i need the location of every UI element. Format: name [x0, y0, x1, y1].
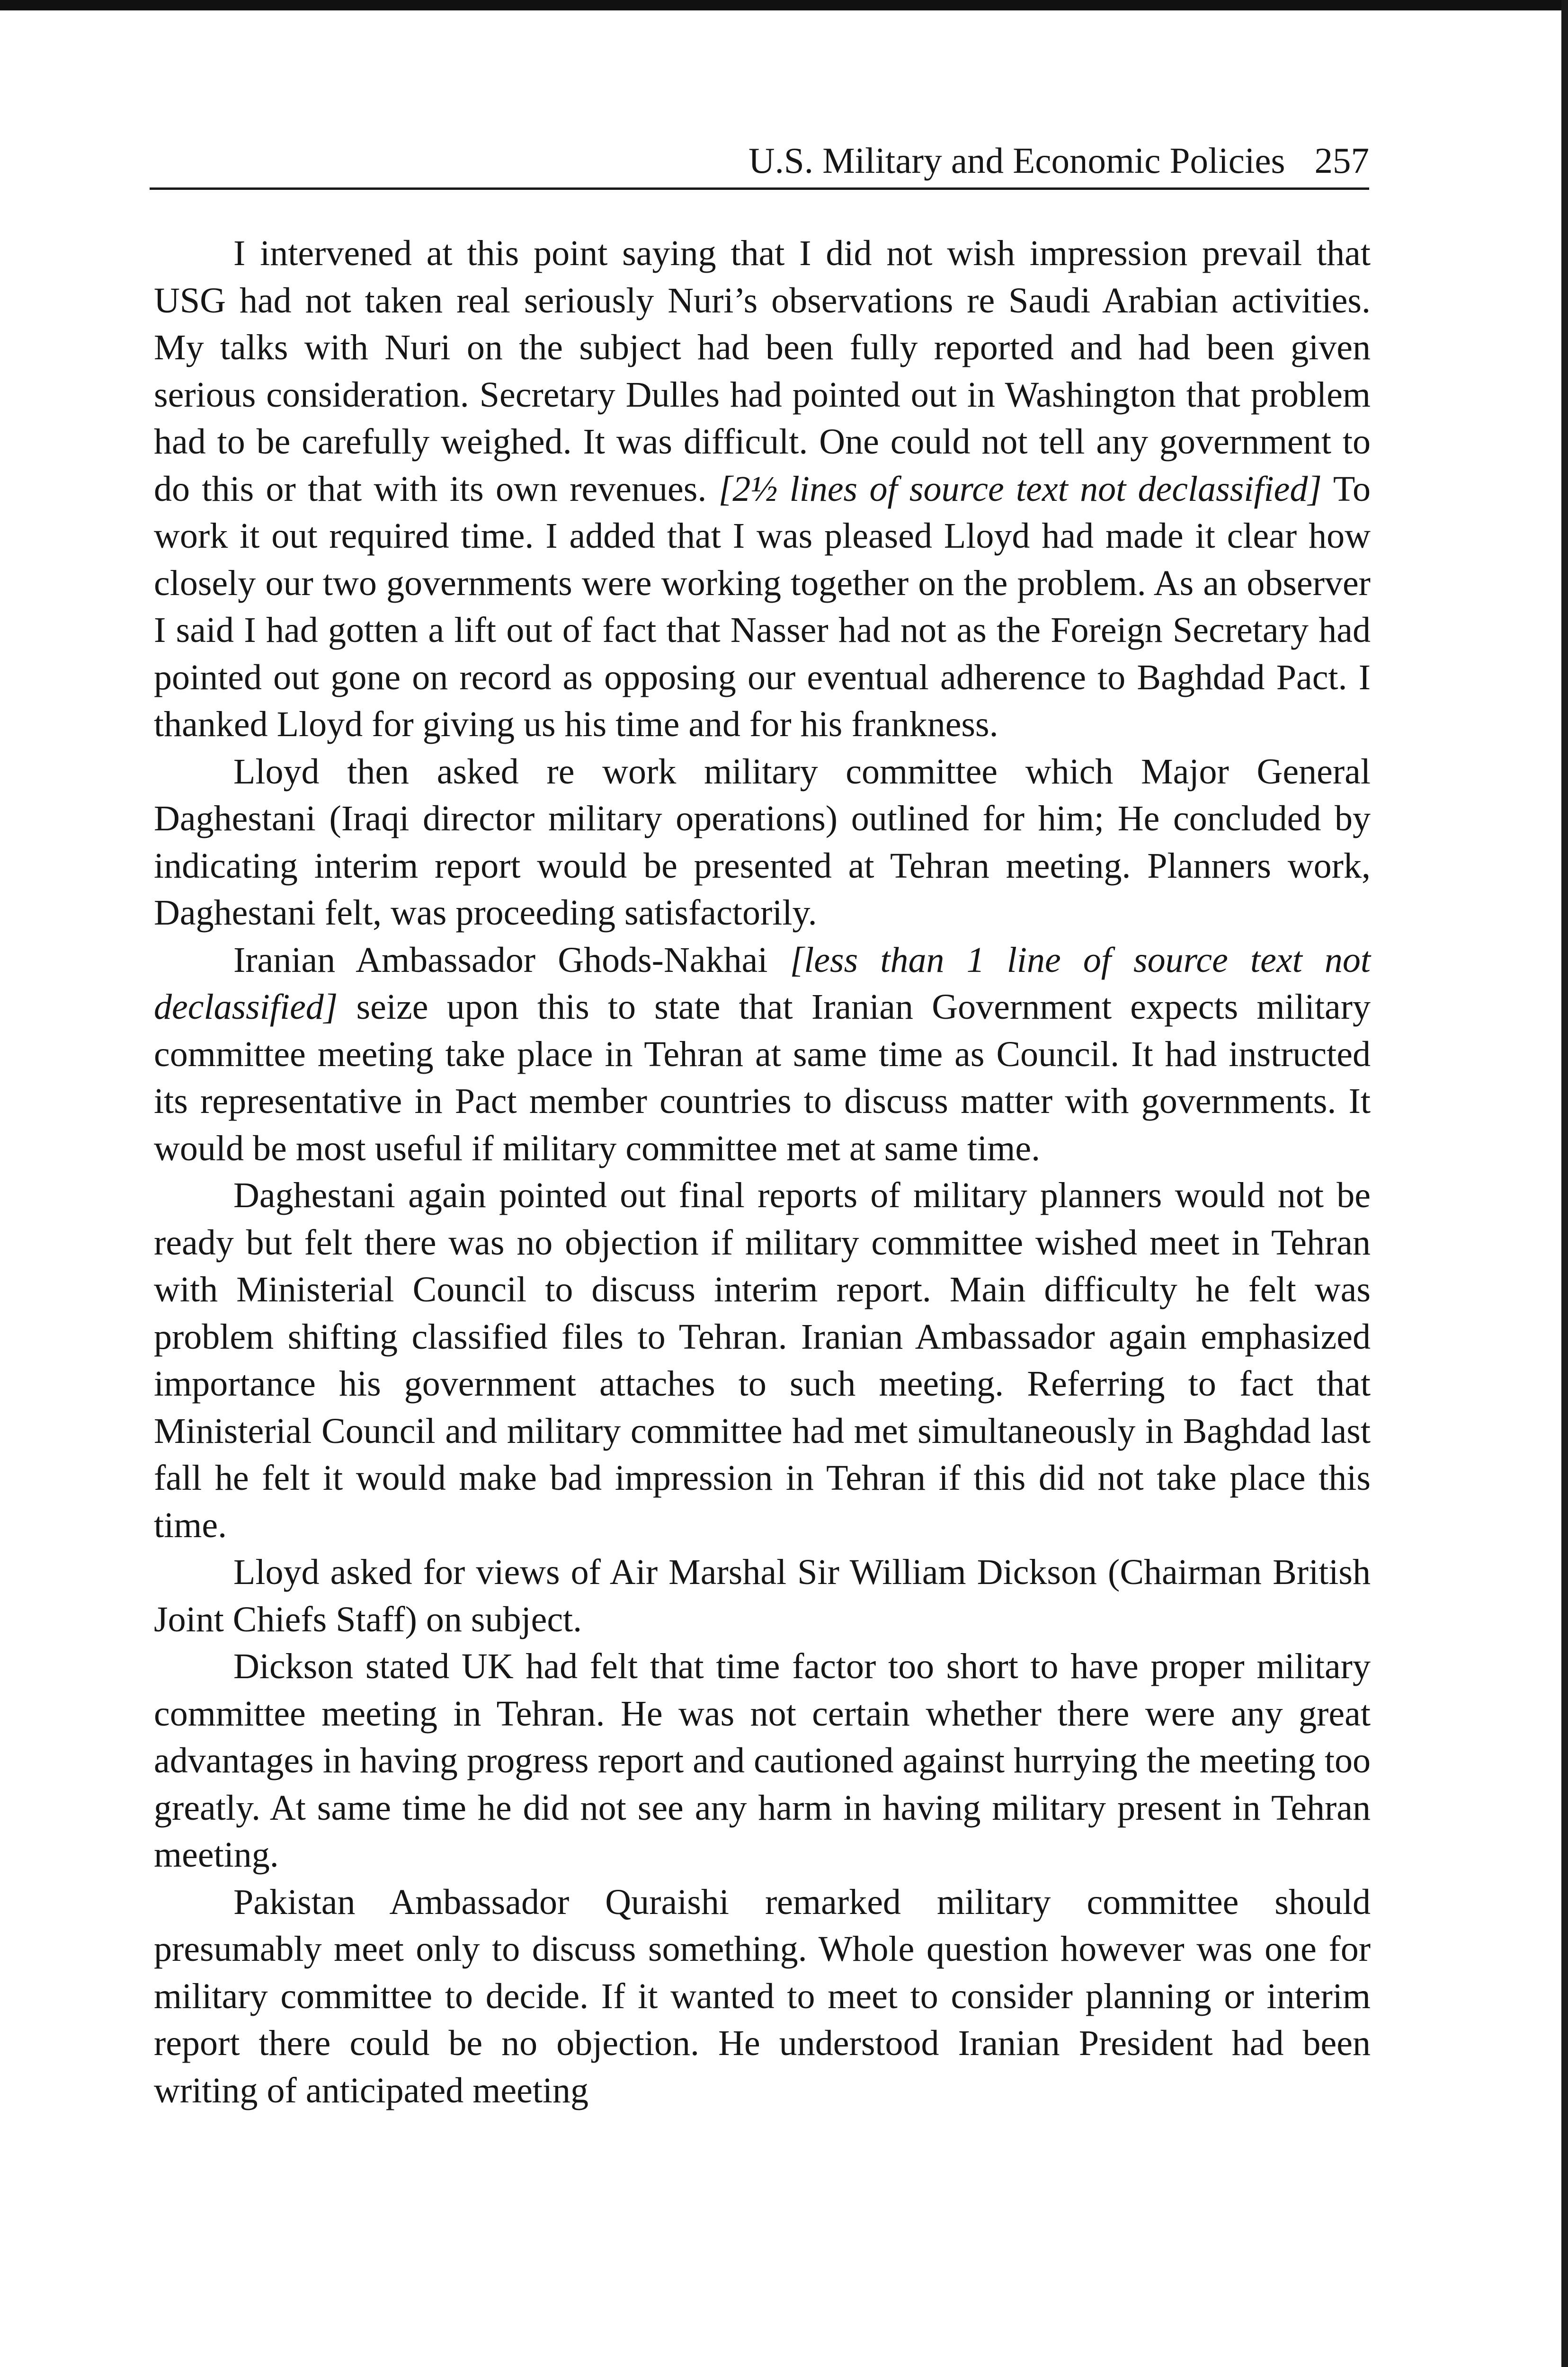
- text-segment: Dickson stated UK had felt that time factor too short to have proper military committee meeting in Tehran. He was not certain whether there were any great advantages in having progress report and cautioned against hurrying the meeting too greatly. At same time he did not see any harm in having military present in Tehran meeting.: [154, 1646, 1371, 1875]
- running-head-text: [748, 142, 1369, 179]
- paragraph: [154, 748, 1371, 937]
- text-segment: Lloyd then asked re work military committee which Major General Daghestani (Iraqi director military operations) outlined for him; He concluded by indicating interim report would be presented at Tehran meeting. Planners work, Daghestani felt, was proceeding satisfactorily.: [154, 751, 1371, 933]
- running-title: U.S. Military and Economic Policies: [748, 140, 1285, 181]
- scan-edge-right: [1561, 0, 1568, 2367]
- paragraph: [154, 1643, 1371, 1879]
- page-number: 257: [1314, 140, 1369, 181]
- text-segment: I intervened at this point saying that I did not wish impression prevail that USG had not taken real seriously Nuri’s observations re Saudi Arabian activities. My talks with Nuri on the subject had been fully reported and had been given serious consideration. Secretary Dulles had pointed out in Washington that problem had to be carefully weighed. It was difficult. One could not tell any government to do this or that with its own revenues.: [154, 233, 1371, 509]
- source-note: [less than 1 line of source text not declassified]: [154, 940, 1371, 1027]
- text-segment: Daghestani again pointed out final reports of military planners would not be ready but felt there was no objection if military committee wished meet in Tehran with Ministerial Council to discuss interim report. Main difficulty he felt was problem shifting classified files to Tehran. Iranian Ambassador again emphasized importance his government attaches to such meeting. Referring to fact that Ministerial Council and military committee had met simultaneously in Baghdad last fall he felt it would make bad impression in Tehran if this did not take place this time.: [154, 1175, 1371, 1545]
- running-head: [150, 132, 1369, 190]
- paragraph: [154, 1172, 1371, 1549]
- text-segment: Iranian Ambassador Ghods-Nakhai: [233, 940, 790, 980]
- paragraph: [154, 230, 1371, 748]
- text-segment: To work it out required time. I added that I was pleased Lloyd had made it clear how closely our two governments were working together on the problem. As an observer I said I had gotten a lift out of fact that Nasser had not as the Foreign Secretary had pointed out gone on record as opposing our eventual adherence to Baghdad Pact. I thanked Lloyd for giving us his time and for his frankness.: [154, 469, 1371, 744]
- source-note: [2½ lines of source text not declassified]: [718, 469, 1322, 509]
- text-segment: Lloyd asked for views of Air Marshal Sir William Dickson (Chairman British Joint Chiefs Staff) on subject.: [154, 1552, 1371, 1639]
- paragraph: [154, 1879, 1371, 2115]
- text-segment: Pakistan Ambassador Quraishi remarked military committee should presumably meet only to discuss something. Whole question however was one for military committee to decide. If it wanted to meet to consider planning or interim report there could be no objection. He understood Iranian President had been writing of anticipated meeting: [154, 1882, 1371, 2110]
- paragraph: [154, 1549, 1371, 1643]
- body-text: [154, 230, 1371, 2114]
- paragraph: [154, 937, 1371, 1173]
- text-segment: seize upon this to state that Iranian Government expects military committee meeting take place in Tehran at same time as Council. It had instructed its representative in Pact member countries to discuss matter with governments. It would be most useful if military committee met at same time.: [154, 987, 1371, 1168]
- scan-edge-top: [0, 0, 1568, 10]
